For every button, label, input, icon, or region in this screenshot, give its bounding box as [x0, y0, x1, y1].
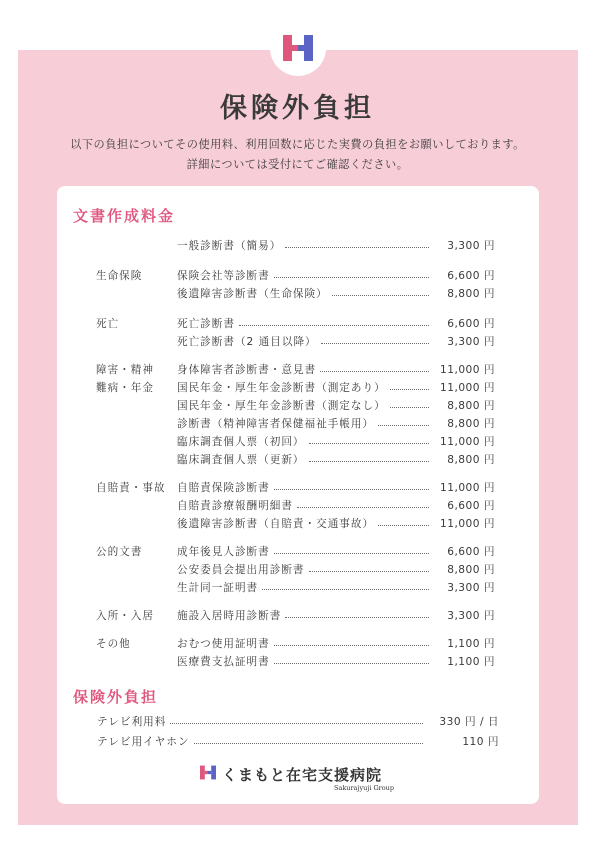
category-label: 生命保険: [96, 270, 143, 282]
price-value: 6,600 円: [447, 270, 495, 282]
item-label: 後遺障害診断書（生命保険）: [177, 288, 328, 300]
price-value: 11,000 円: [439, 518, 495, 530]
leader-dots: [297, 498, 429, 508]
item-line: [177, 544, 433, 560]
item-label: 一般診断書（簡易）: [177, 240, 282, 252]
list-item: [0, 654, 595, 670]
item-line: [177, 636, 433, 652]
item-label: おむつ使用証明書: [177, 638, 270, 650]
leader-dots: [390, 380, 429, 390]
list-item: [0, 580, 595, 596]
item-label: 成年後見人診断書: [177, 546, 270, 558]
list-item: [0, 362, 595, 378]
item-label: 保険会社等診断書: [177, 270, 270, 282]
list-item: [0, 480, 595, 496]
item-label: 自賠責保険診断書: [177, 482, 270, 494]
price-value: 3,300 円: [447, 610, 495, 622]
item-label: 身体障害者診断書・意見書: [177, 364, 317, 376]
price-value: 330 円 / 日: [439, 716, 499, 728]
leader-dots: [239, 316, 429, 326]
h-logo-icon: [283, 35, 313, 61]
list-item: [0, 516, 595, 532]
item-line: [177, 316, 433, 332]
leader-dots: [170, 714, 423, 724]
item-label: 臨床調査個人票（初回）: [177, 436, 305, 448]
category-label: その他: [96, 638, 131, 650]
price-value: 6,600 円: [447, 546, 495, 558]
price-value: 1,100 円: [447, 638, 495, 650]
price-value: 8,800 円: [447, 454, 495, 466]
leader-dots: [274, 654, 429, 664]
intro-text-line1: 以下の負担についてその使用料、利用回数に応じた実費の負担をお願いしております。: [70, 138, 525, 151]
list-item: [0, 434, 595, 450]
price-value: 8,800 円: [447, 288, 495, 300]
list-item: [0, 416, 595, 432]
price-value: 3,300 円: [447, 240, 495, 252]
item-line: [97, 734, 427, 750]
header-logo: [270, 20, 326, 76]
item-line: [177, 452, 433, 468]
price-value: 8,800 円: [447, 400, 495, 412]
item-line: [177, 362, 433, 378]
price-value: 3,300 円: [447, 336, 495, 348]
list-item: [0, 636, 595, 652]
leader-dots: [390, 398, 429, 408]
item-line: [177, 434, 433, 450]
price-value: 110 円: [462, 736, 499, 748]
category-label: 障害・精神: [96, 364, 154, 376]
item-line: [177, 238, 433, 254]
list-item: [0, 608, 595, 624]
item-label: 国民年金・厚生年金診断書（測定なし）: [177, 400, 386, 412]
list-item: [0, 334, 595, 350]
leader-dots: [309, 434, 429, 444]
leader-dots: [332, 286, 429, 296]
group-name: Sakurajyuji Group: [334, 784, 395, 792]
documents-section-heading: 文書作成料金: [73, 207, 176, 225]
item-line: [177, 498, 433, 514]
leader-dots: [320, 362, 429, 372]
price-value: 6,600 円: [447, 500, 495, 512]
item-line: [177, 562, 433, 578]
intro-text-line2: 詳細については受付にてご確認ください。: [186, 158, 409, 171]
list-item: [0, 452, 595, 468]
item-line: [177, 286, 433, 302]
item-line: [177, 398, 433, 414]
item-line: [177, 380, 433, 396]
price-value: 8,800 円: [447, 418, 495, 430]
list-item: [0, 498, 595, 514]
leader-dots: [274, 480, 429, 490]
leader-dots: [285, 608, 429, 618]
leader-dots: [378, 516, 429, 526]
leader-dots: [262, 580, 429, 590]
leader-dots: [321, 334, 429, 344]
price-value: 3,300 円: [447, 582, 495, 594]
item-line: [177, 480, 433, 496]
price-value: 6,600 円: [447, 318, 495, 330]
item-label: 施設入居時用診断書: [177, 610, 282, 622]
leader-dots: [285, 238, 429, 248]
item-label: 死亡診断書: [177, 318, 235, 330]
leader-dots: [378, 416, 429, 426]
category-label: 自賠責・事故: [96, 482, 166, 494]
item-line: [177, 608, 433, 624]
item-label: 診断書（精神障害者保健福祉手帳用）: [177, 418, 375, 430]
price-value: 1,100 円: [447, 656, 495, 668]
item-line: [177, 416, 433, 432]
item-label: 生計同一証明書: [177, 582, 259, 594]
list-item: [0, 734, 595, 750]
category-label: 公的文書: [96, 546, 143, 558]
item-label: 国民年金・厚生年金診断書（測定あり）: [177, 382, 386, 394]
item-label: 医療費支払証明書: [177, 656, 270, 668]
item-line: [177, 516, 433, 532]
list-item: [0, 714, 595, 730]
item-label: テレビ用イヤホン: [97, 736, 190, 748]
leader-dots: [274, 636, 429, 646]
item-line: [97, 714, 427, 730]
item-label: 臨床調査個人票（更新）: [177, 454, 305, 466]
item-label: 公安委員会提出用診断書: [177, 564, 305, 576]
h-logo-icon: [200, 765, 216, 780]
leader-dots: [274, 268, 429, 278]
item-line: [177, 334, 433, 350]
item-label: 死亡診断書（2 通目以降）: [177, 336, 317, 348]
list-item: [0, 398, 595, 414]
category-label: 死亡: [96, 318, 120, 330]
hospital-name: くまもと在宅支援病院: [222, 766, 383, 784]
item-line: [177, 268, 433, 284]
list-item: [0, 286, 595, 302]
page-title: 保険外負担: [220, 93, 375, 124]
item-line: [177, 580, 433, 596]
list-item: [0, 544, 595, 560]
price-value: 11,000 円: [439, 382, 495, 394]
leader-dots: [194, 734, 423, 744]
list-item: [0, 268, 595, 284]
price-value: 11,000 円: [439, 482, 495, 494]
leader-dots: [274, 544, 429, 554]
price-value: 8,800 円: [447, 564, 495, 576]
item-label: テレビ利用料: [97, 716, 167, 728]
price-value: 11,000 円: [439, 436, 495, 448]
extra-section-heading: 保険外負担: [73, 688, 159, 706]
category-label: 入所・入居: [96, 610, 154, 622]
item-label: 後遺障害診断書（自賠責・交通事故）: [177, 518, 375, 530]
leader-dots: [309, 452, 429, 462]
list-item: [0, 562, 595, 578]
leader-dots: [309, 562, 429, 572]
list-item: [0, 238, 595, 254]
item-label: 自賠責診療報酬明細書: [177, 500, 293, 512]
price-value: 11,000 円: [439, 364, 495, 376]
item-line: [177, 654, 433, 670]
list-item: [0, 380, 595, 396]
list-item: [0, 316, 595, 332]
category-label: 難病・年金: [96, 382, 154, 394]
